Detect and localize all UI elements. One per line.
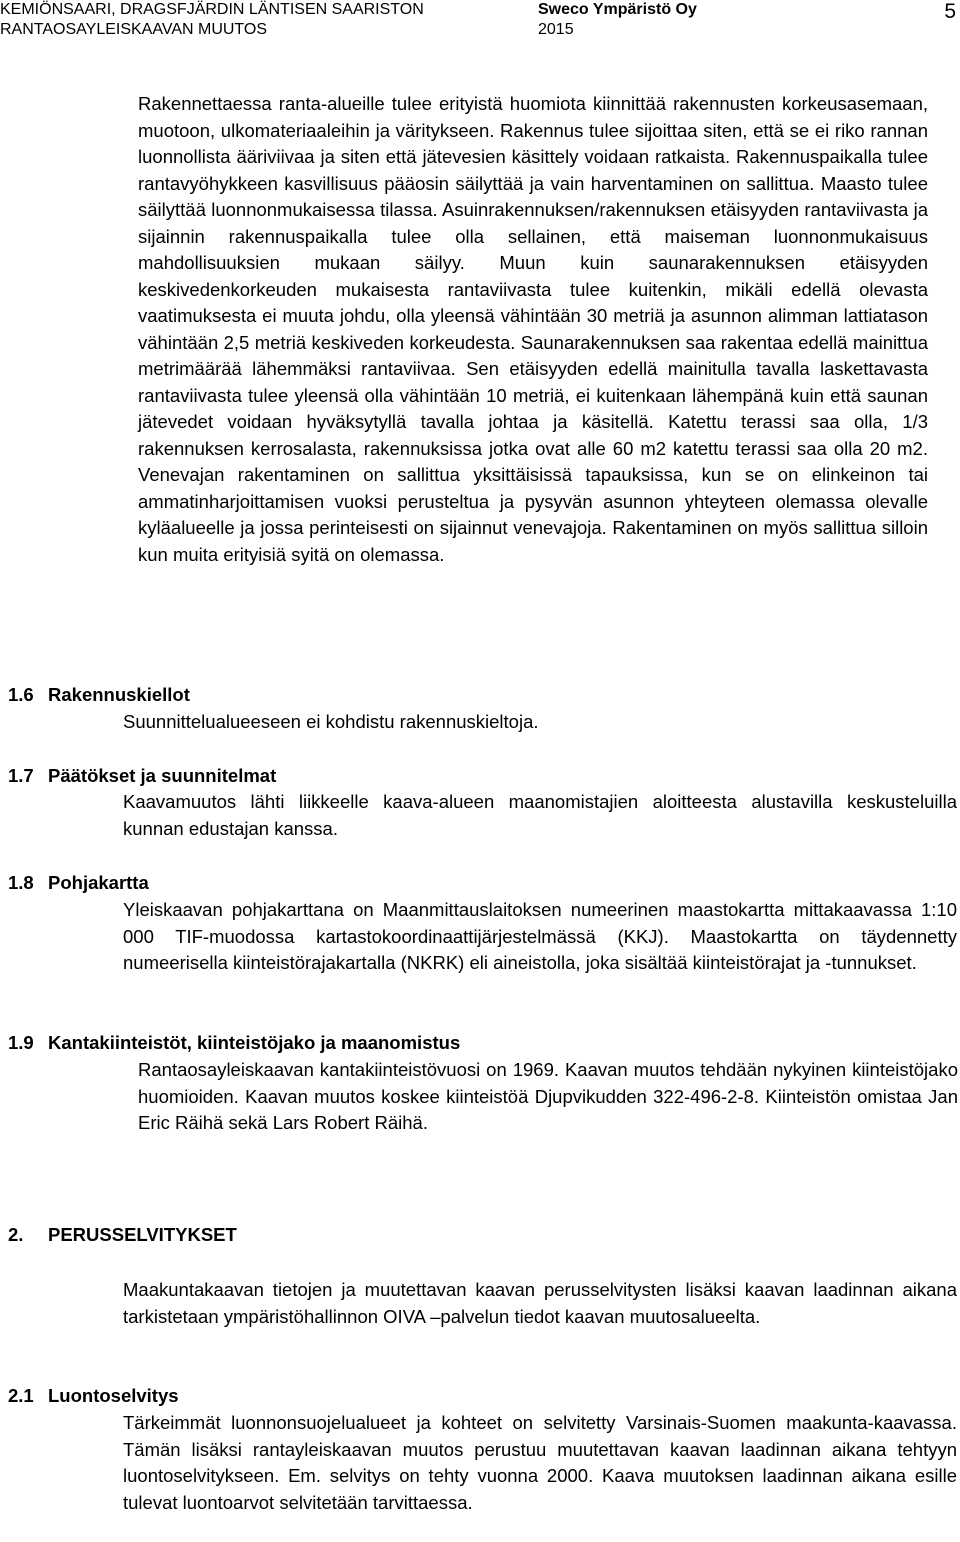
section-heading-1-9 bbox=[8, 1031, 460, 1055]
section-number: 1.7 bbox=[8, 765, 34, 786]
section-body-1-8: Yleiskaavan pohjakarttana on Maanmittauslaitoksen numeerinen maastokartta mittakaavassa 1:10 000 TIF-muodossa kartastokoordinaattijärjestelmässä (KKJ). Maastokartta on täydennetty numeerisella kiinteistörajakartalla (NKRK) eli aineistolla, joka sisältää kiinteistörajat ja -tunnukset. bbox=[123, 899, 957, 973]
section-body-1-7: Kaavamuutos lähti liikkeelle kaava-alueen maanomistajien aloitteesta alustavilla keskusteluilla kunnan edustajan kanssa. bbox=[123, 791, 957, 839]
project-title-line2: RANTAOSAYLEISKAAVAN MUUTOS bbox=[0, 21, 268, 38]
section-heading-2 bbox=[8, 1223, 237, 1247]
page-number: 5 bbox=[944, 0, 956, 23]
project-title-line1: KEMIÖNSAARI, DRAGSFJÄRDIN LÄNTISEN SAARISTON bbox=[0, 1, 424, 18]
section-heading-1-7 bbox=[8, 764, 276, 788]
section-body-1-9: Rantaosayleiskaavan kantakiinteistövuosi on 1969. Kaavan muutos tehdään nykyinen kiinteistöjako huomioiden. Kaavan muutos koskee kiinteistöä Djupvikudden 322-496-2-8. Kiinteistön omistaa Jan Eric Räihä sekä Lars Robert Räihä. bbox=[138, 1059, 958, 1133]
document-header-project bbox=[0, 0, 424, 40]
section-title: Rakennuskiellot bbox=[48, 684, 190, 705]
section-number: 1.8 bbox=[8, 872, 34, 893]
intro-paragraph: Rakennettaessa ranta-alueille tulee erityistä huomiota kiinnittää rakennusten korkeusasemaan, muotoon, ulkomateriaaleihin ja väritykseen. Rakennus tulee sijoittaa siten, että se ei riko rannan luonnollista ääriviivaa ja siten että jätevesien käsittely voidaan ratkaista. Rakennuspaikalla tulee rantavyöhykkeen kasvillisuus pääosin säilyttää ja vain harventaminen on sallittua. Maasto tulee säilyttää luonnonmukaisessa tilassa. Asuinrakennuksen/rakennuksen etäisyyden rantaviivasta ja sijainnin rakennuspaikalla tulee olla sellainen, että maiseman luonnonmukaisuus mahdollisuuksien mukaan säilyy. Muun kuin saunarakennuksen etäisyyden keskivedenkorkeuden mukaisesta rantaviivasta tulee kuitenkin, mikäli edellä olevasta vaatimuksesta ei muuta johdu, olla yleensä vähintään 30 metriä ja asunnon alimman lattiatason vähintään 2,5 metriä keskiveden korkeudesta. Saunarakennuksen saa rakentaa edellä mainittua metrimäärää lähemmäksi rantaviivaa. Sen etäisyyden edellä mainitulla tavalla laskettavasta rantaviivasta tulee yleensä olla vähintään 10 metriä, ei kuitenkaan lähempänä kuin että saunan jätevedet voidaan hyväksytyllä tavalla johtaa ja käsitellä. Katettu terassi saa olla, 1/3 rakennuksen kerrosalasta, rakennuksissa jotka ovat alle 60 m2 katettu terassi saa olla 20 m2. Venevajan rakentaminen on sallittua yksittäisissä tapauksissa, kun se on elinkeinon tai ammatinharjoittamisen vuoksi perusteltua ja pysyvän asunnon yhteyteen olemassa olevalle kyläalueelle ja jossa perinteisesti on sijainnut venevajoja. Rakentaminen on myös sallittua silloin kun muita erityisiä syitä on olemassa. bbox=[138, 93, 928, 565]
section-body-2: Maakuntakaavan tietojen ja muutettavan kaavan perusselvitysten lisäksi kaavan laadinnan aikana tarkistetaan ympäristöhallinnon OIVA –palvelun tiedot kaavan muutosalueelta. bbox=[123, 1279, 957, 1327]
section-title: PERUSSELVITYKSET bbox=[48, 1224, 237, 1245]
section-heading-1-8 bbox=[8, 871, 149, 895]
section-number: 1.9 bbox=[8, 1032, 34, 1053]
document-header-company bbox=[538, 0, 697, 40]
section-title: Pohjakartta bbox=[48, 872, 149, 893]
section-number: 2. bbox=[8, 1224, 24, 1245]
section-heading-2-1 bbox=[8, 1384, 179, 1408]
section-title: Kantakiinteistöt, kiinteistöjako ja maanomistus bbox=[48, 1032, 461, 1053]
section-number: 1.6 bbox=[8, 684, 34, 705]
section-heading-1-6 bbox=[8, 683, 190, 707]
section-title: Päätökset ja suunnitelmat bbox=[48, 765, 277, 786]
section-title: Luontoselvitys bbox=[48, 1385, 179, 1406]
document-year: 2015 bbox=[538, 21, 574, 38]
section-body-2-1: Tärkeimmät luonnonsuojelualueet ja kohteet on selvitetty Varsinais-Suomen maakunta-kaavassa. Tämän lisäksi rantayleiskaavan muutos perustuu muutettavan kaavan laadinnan aikana tehtyyn luontoselvitykseen. Em. selvitys on tehty vuonna 2000. Kaava muutoksen laadinnan aikana esille tulevat luontoarvot selvitetään tarvittaessa. bbox=[123, 1412, 957, 1513]
section-number: 2.1 bbox=[8, 1385, 34, 1406]
section-body-1-6: Suunnittelualueeseen ei kohdistu rakennuskieltoja. bbox=[123, 711, 539, 732]
company-name: Sweco Ympäristö Oy bbox=[538, 1, 697, 18]
